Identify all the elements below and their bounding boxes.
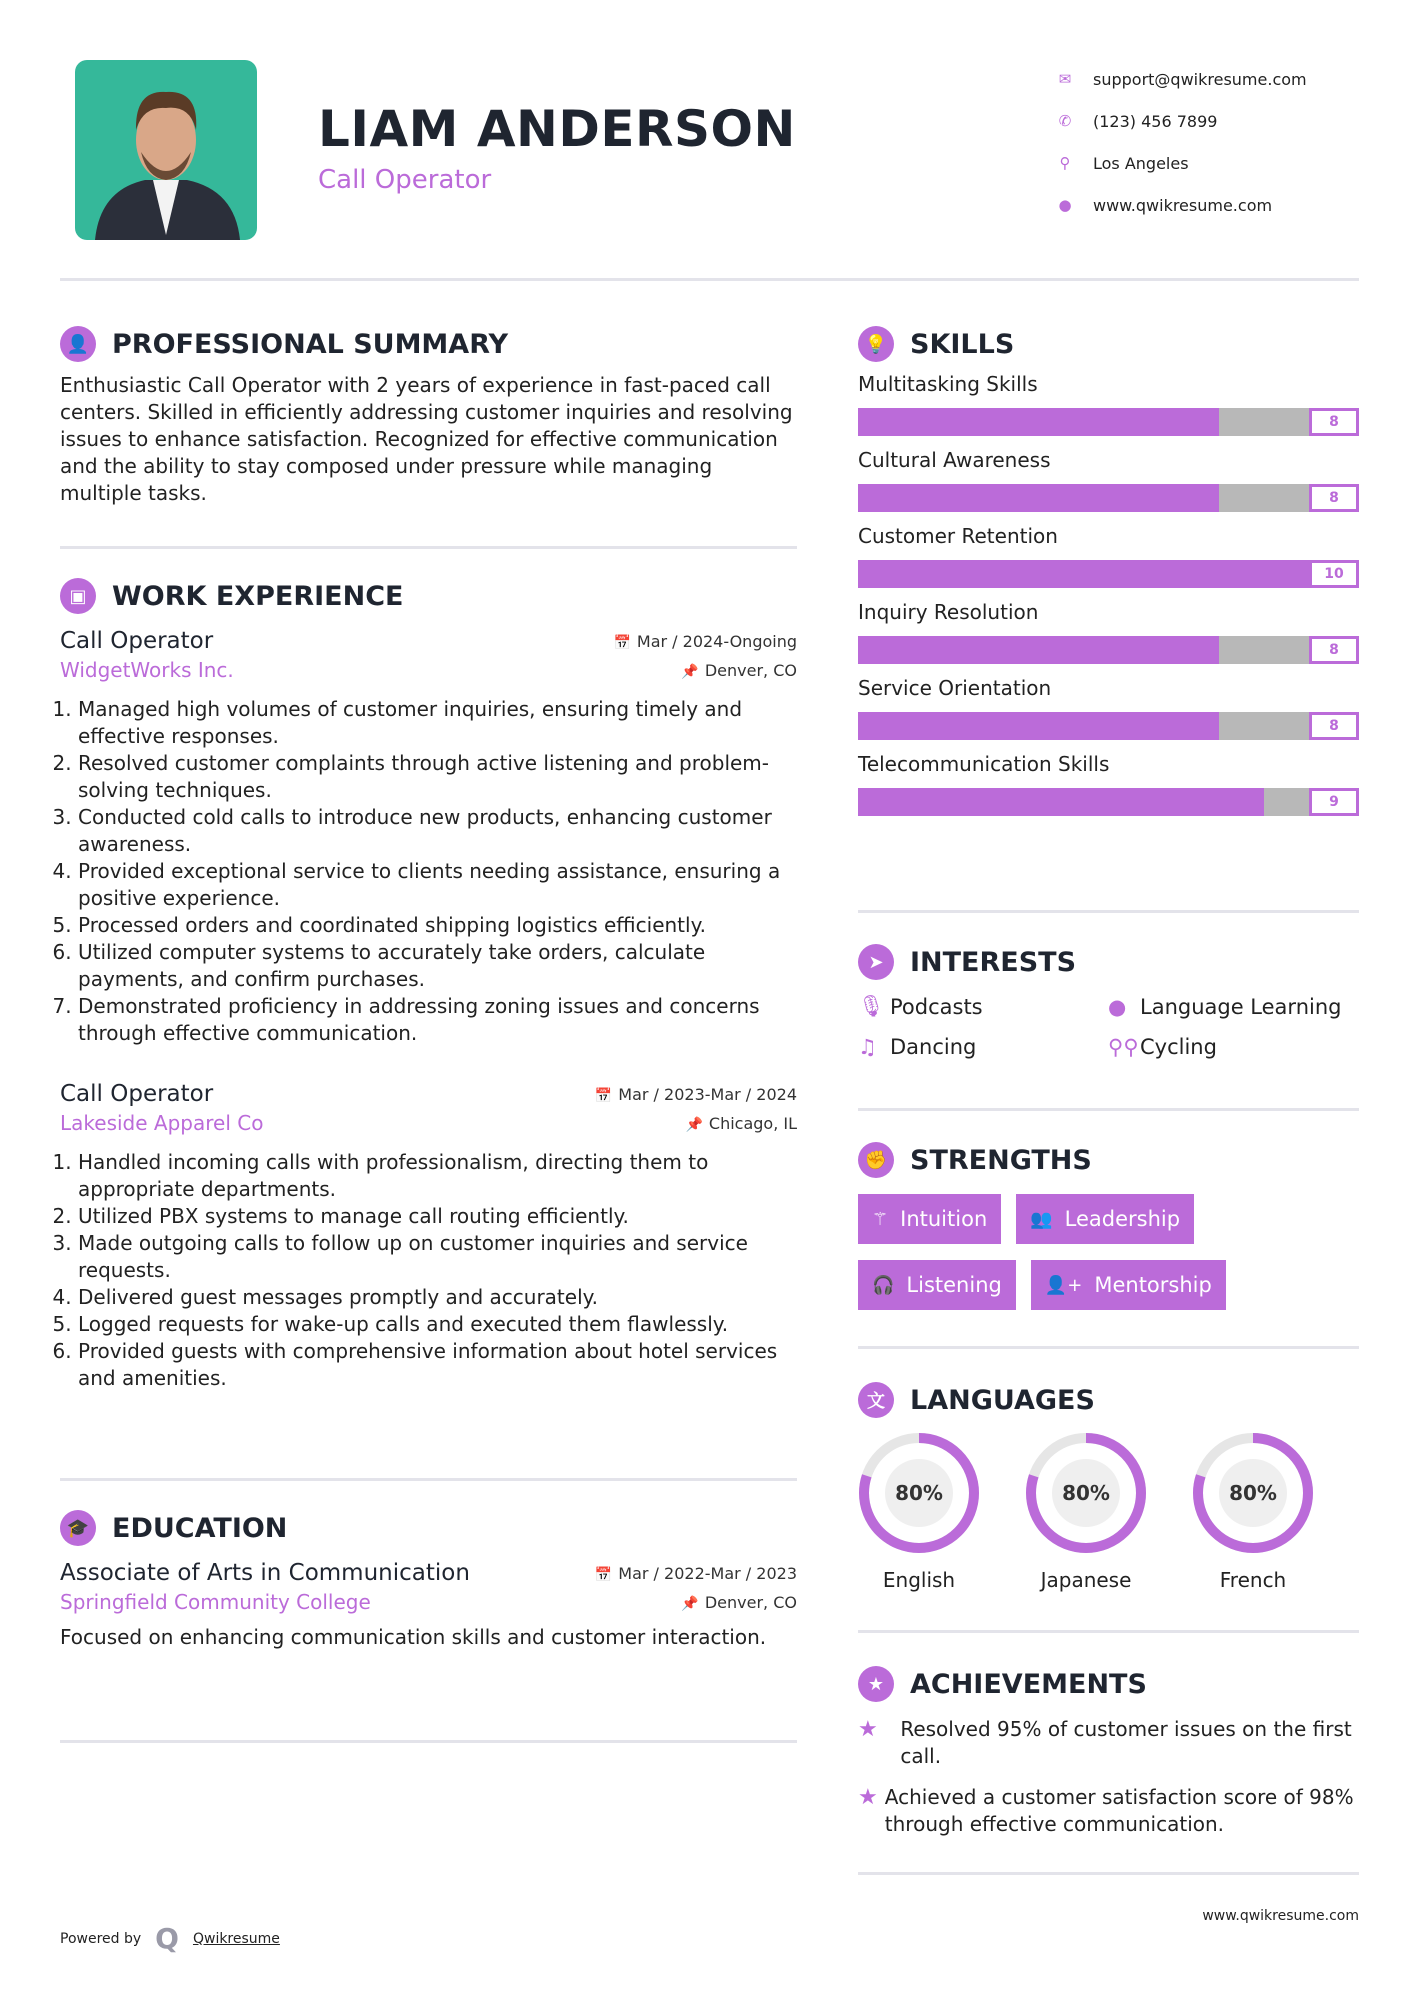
language-donut	[1192, 1432, 1314, 1554]
date-text: Mar / 2023-Mar / 2024	[618, 1084, 797, 1104]
location-text: Chicago, IL	[708, 1113, 797, 1133]
job-bullets	[60, 1149, 797, 1392]
summary-heading	[60, 326, 797, 362]
interest-label: Podcasts	[890, 994, 983, 1019]
location-text: Denver, CO	[704, 660, 797, 680]
skill-value: 8	[1309, 484, 1359, 512]
bullet: 3. Conducted cold calls to introduce new products, enhancing customer awareness.	[78, 804, 797, 858]
heading-text: SKILLS	[910, 328, 1015, 360]
bullet: 5. Processed orders and coordinated shipping logistics efficiently.	[78, 912, 797, 939]
bullet: 6. Provided guests with comprehensive information about hotel services and amenities.	[78, 1338, 797, 1392]
skill-value: 8	[1309, 636, 1359, 664]
bullet: 4. Delivered guest messages promptly and accurately.	[78, 1284, 797, 1311]
skills-section	[858, 326, 1359, 828]
skill-bar-fill	[858, 484, 1219, 512]
donut-percent: 80%	[1229, 1481, 1277, 1505]
microphone-icon: 🎙	[858, 994, 885, 1018]
donut-percent: 80%	[1062, 1481, 1110, 1505]
skill-label: Multitasking Skills	[858, 372, 1038, 396]
skill-value: 10	[1309, 560, 1359, 588]
calendar-icon: 📅	[594, 1087, 613, 1104]
interest-item	[858, 1035, 1108, 1059]
strength-label: Leadership	[1064, 1207, 1181, 1231]
work-heading	[60, 578, 797, 614]
skill-bar-fill	[858, 636, 1219, 664]
job-entry	[60, 1081, 797, 1392]
footer-site[interactable]: www.qwikresume.com	[1202, 1908, 1359, 1924]
skill-label: Service Orientation	[858, 676, 1052, 700]
bullet: 6. Utilized computer systems to accurately take orders, calculate payments, and confirm purchases.	[78, 939, 797, 993]
language-item	[1192, 1432, 1314, 1592]
music-icon: ♫	[858, 1035, 877, 1059]
contact-email[interactable]	[1055, 58, 1307, 100]
qwikresume-logo-icon: Q	[155, 1922, 179, 1955]
fist-icon: ✊	[858, 1142, 894, 1178]
achievement-item	[858, 1784, 1359, 1838]
bullet: 7. Demonstrated proficiency in addressing zoning issues and concerns through effective communication.	[78, 993, 797, 1047]
candidate-role: Call Operator	[318, 165, 492, 195]
globe-icon: ●	[1058, 196, 1072, 214]
interest-label: Cycling	[1140, 1035, 1217, 1059]
skill-bar-fill	[858, 788, 1264, 816]
achievement-text: Resolved 95% of customer issues on the first call.	[900, 1717, 1352, 1768]
skill-bar	[858, 408, 1359, 436]
calendar-icon: 📅	[613, 634, 631, 651]
briefcase-icon: ▣	[60, 578, 96, 614]
heading-text: WORK EXPERIENCE	[112, 580, 404, 612]
degree-title: Associate of Arts in Communication	[60, 1560, 470, 1586]
languages-list	[858, 1432, 1359, 1592]
person-photo-icon	[75, 60, 257, 240]
pushpin-icon: 📌	[681, 663, 699, 680]
job-location	[681, 661, 797, 680]
skill-bar	[858, 560, 1359, 588]
heading-text: LANGUAGES	[910, 1384, 1095, 1416]
strengths-section	[858, 1142, 1359, 1310]
header-divider	[60, 278, 1359, 281]
strength-chip	[1016, 1194, 1194, 1244]
school-name: Springfield Community College	[60, 1590, 371, 1614]
education-location	[681, 1593, 797, 1612]
contact-text: Los Angeles	[1093, 153, 1189, 173]
envelope-icon: ✉	[1058, 70, 1072, 88]
strengths-heading	[858, 1142, 1359, 1178]
education-date	[595, 1564, 797, 1583]
skill-bar	[858, 712, 1359, 740]
summary-text: Enthusiastic Call Operator with 2 years of experience in fast-paced call centers. Skilled in efficiently addressing customer inquiries and resolving issues to enhance satisfaction. Recognized for effective communication and the ability to stay composed under pressure while managing multiple tasks.	[60, 373, 793, 505]
calendar-icon: 📅	[594, 1566, 613, 1583]
achievements-section	[858, 1666, 1359, 1838]
bullet: 2. Resolved customer complaints through active listening and problem-solving techniques.	[78, 750, 797, 804]
job-date	[613, 632, 797, 651]
language-name: English	[882, 1568, 956, 1592]
interest-label: Dancing	[890, 1035, 977, 1059]
date-text: Mar / 2024-Ongoing	[636, 631, 797, 651]
language-item	[1025, 1432, 1147, 1592]
skill-bar	[858, 484, 1359, 512]
user-plus-icon: 👤+	[1044, 1274, 1083, 1296]
strength-chip	[1031, 1260, 1226, 1310]
education-heading	[60, 1510, 797, 1546]
strength-chip	[858, 1194, 1001, 1244]
skill-label: Inquiry Resolution	[858, 600, 1039, 624]
skill-label: Cultural Awareness	[858, 448, 1051, 472]
user-icon: 👤	[60, 326, 96, 362]
section-divider	[858, 1872, 1359, 1875]
language-donut	[1025, 1432, 1147, 1554]
job-date	[595, 1085, 797, 1104]
contact-phone[interactable]	[1055, 100, 1307, 142]
graduate-icon: 🎓	[60, 1510, 96, 1546]
strength-chip	[858, 1260, 1016, 1310]
section-divider	[60, 1478, 797, 1481]
education-section	[60, 1510, 797, 1651]
contact-list	[1055, 58, 1307, 226]
skill-bar-fill	[858, 408, 1219, 436]
skills-list	[858, 372, 1359, 816]
heading-text: ACHIEVEMENTS	[910, 1668, 1147, 1700]
job-location	[685, 1114, 797, 1133]
interest-item	[1108, 994, 1358, 1019]
section-divider	[858, 1108, 1359, 1111]
shooting-star-icon: ★	[858, 1717, 878, 1742]
language-donut	[858, 1432, 980, 1554]
skills-heading	[858, 326, 1359, 362]
headphones-icon: 🎧	[872, 1274, 895, 1296]
interest-label: Language Learning	[1140, 994, 1342, 1019]
skill-bar	[858, 788, 1359, 816]
strength-label: Listening	[906, 1273, 1002, 1297]
bullet: 5. Logged requests for wake-up calls and executed them flawlessly.	[78, 1311, 797, 1338]
section-divider	[858, 1630, 1359, 1633]
qwikresume-link[interactable]: Qwikresume	[192, 1930, 280, 1947]
heading-text: EDUCATION	[112, 1512, 288, 1544]
translate-icon: 文	[858, 1382, 894, 1418]
magic-wand-icon: ⚚	[872, 1208, 889, 1230]
date-text: Mar / 2022-Mar / 2023	[618, 1563, 797, 1583]
star-badge-icon: ★	[858, 1666, 894, 1702]
skill-bar-fill	[858, 712, 1219, 740]
skill-bar	[858, 636, 1359, 664]
section-divider	[858, 910, 1359, 913]
bullet: 2. Utilized PBX systems to manage call routing efficiently.	[78, 1203, 797, 1230]
shooting-star-icon: ★	[858, 1785, 878, 1810]
languages-section	[858, 1382, 1359, 1592]
company-name: Lakeside Apparel Co	[60, 1111, 264, 1135]
job-title: Call Operator	[60, 1081, 214, 1107]
summary-section	[60, 326, 797, 507]
bullet: 1. Handled incoming calls with professionalism, directing them to appropriate departments.	[78, 1149, 797, 1203]
job-title: Call Operator	[60, 628, 214, 654]
education-description: Focused on enhancing communication skills and customer interaction.	[60, 1625, 767, 1649]
contact-text: (123) 456 7899	[1093, 111, 1218, 131]
skill-label: Telecommunication Skills	[858, 752, 1110, 776]
contact-location	[1055, 142, 1307, 184]
phone-icon: ✆	[1058, 112, 1072, 130]
location-text: Denver, CO	[704, 1592, 797, 1612]
skill-label: Customer Retention	[858, 524, 1058, 548]
pushpin-icon: 📌	[685, 1116, 703, 1133]
achievement-text: Achieved a customer satisfaction score of 98% through effective communication.	[884, 1785, 1354, 1836]
profile-photo	[75, 60, 257, 240]
powered-by-text: Powered by	[60, 1930, 142, 1947]
contact-text: support@qwikresume.com	[1093, 69, 1307, 89]
interest-item	[858, 994, 1108, 1019]
language-name: French	[1219, 1568, 1287, 1592]
language-name: Japanese	[1040, 1568, 1132, 1592]
pushpin-icon: 📌	[681, 1595, 699, 1612]
donut-percent: 80%	[895, 1481, 943, 1505]
skill-value: 8	[1309, 712, 1359, 740]
bullet: 4. Provided exceptional service to clients needing assistance, ensuring a positive experience.	[78, 858, 797, 912]
achievement-item	[858, 1716, 1359, 1770]
strength-label: Mentorship	[1094, 1273, 1212, 1297]
achievements-heading	[858, 1666, 1359, 1702]
heading-text: STRENGTHS	[910, 1144, 1092, 1176]
section-divider	[60, 1740, 797, 1743]
map-pin-icon: ⚲	[1059, 154, 1071, 172]
lightbulb-icon: 💡	[858, 326, 894, 362]
job-bullets	[60, 696, 797, 1047]
interest-item	[1108, 1035, 1358, 1059]
skill-bar-fill	[858, 560, 1309, 588]
interests-section	[858, 944, 1359, 1059]
section-divider	[858, 1346, 1359, 1349]
heading-text: PROFESSIONAL SUMMARY	[112, 328, 509, 360]
skill-value: 8	[1309, 408, 1359, 436]
company-name: WidgetWorks Inc.	[60, 658, 234, 682]
strength-label: Intuition	[900, 1207, 988, 1231]
globe-icon: ●	[1108, 994, 1127, 1019]
bullet: 3. Made outgoing calls to follow up on customer inquiries and service requests.	[78, 1230, 797, 1284]
skill-value: 9	[1309, 788, 1359, 816]
interests-heading	[858, 944, 1359, 980]
contact-website[interactable]	[1055, 184, 1307, 226]
languages-heading	[858, 1382, 1359, 1418]
heading-text: INTERESTS	[910, 946, 1077, 978]
contact-text: www.qwikresume.com	[1093, 195, 1273, 215]
section-divider	[60, 546, 797, 549]
bicycle-icon: ⚲⚲	[1108, 1035, 1139, 1059]
language-item	[858, 1432, 980, 1592]
job-entry	[60, 628, 797, 1047]
paper-plane-icon: ➤	[858, 944, 894, 980]
bullet: 1. Managed high volumes of customer inquiries, ensuring timely and effective responses.	[78, 696, 797, 750]
candidate-name: LIAM ANDERSON	[318, 100, 796, 158]
footer-powered	[60, 1922, 280, 1955]
work-section	[60, 578, 797, 1392]
users-icon: 👥	[1030, 1208, 1053, 1230]
